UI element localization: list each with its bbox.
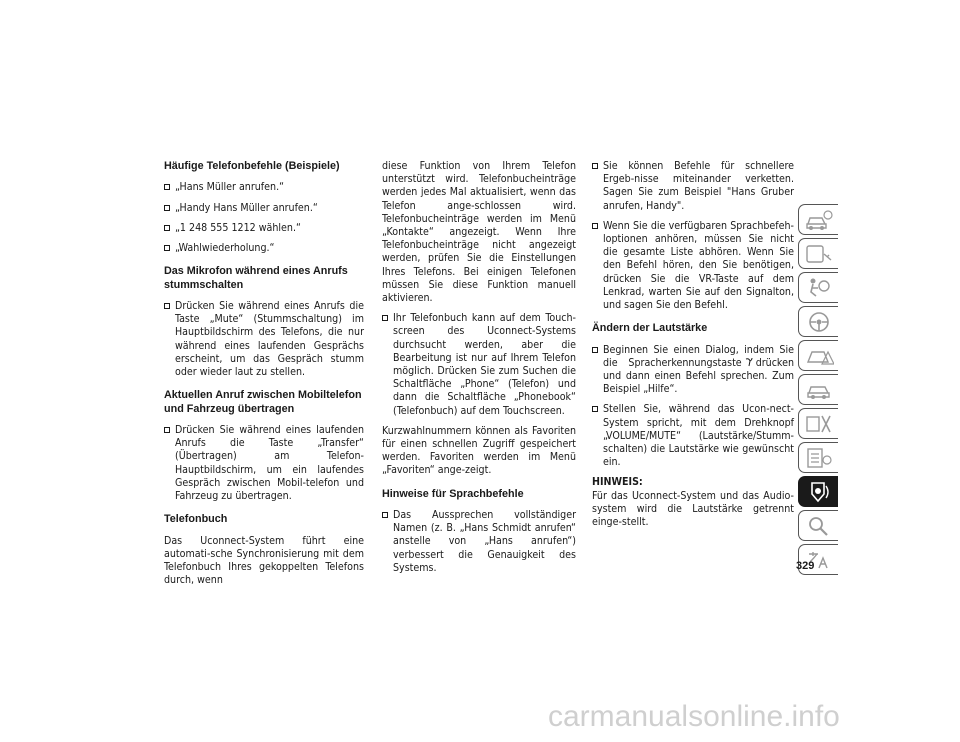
list-item-text: drücken und dann einen Befehl sprechen. Zum Beispiel „Hilfe“.: [603, 356, 794, 396]
list-item-text: „Hans Müller anrufen.“: [175, 181, 285, 194]
bullet-square-icon: [164, 427, 170, 433]
tab-car-service[interactable]: [798, 374, 838, 405]
list-item: [592, 160, 794, 213]
bullet-square-icon: [592, 406, 598, 412]
wrench-icon: [804, 412, 834, 436]
car-info-icon: [804, 208, 834, 232]
chapter-tabs: [798, 204, 840, 578]
heading-common-commands: Häufige Telefonbefehle (Beispiele): [164, 160, 340, 172]
mute-list: [164, 300, 364, 379]
list-item-text: „Wahlwiederholung.“: [175, 242, 275, 255]
bullet-square-icon: [164, 245, 170, 251]
car-key-icon: [804, 242, 834, 266]
page-number: 329: [796, 560, 815, 572]
bullet-square-icon: [164, 225, 170, 231]
list-item-text: „Handy Hans Müller anrufen.“: [175, 201, 318, 214]
list-item: [592, 220, 794, 312]
specs-list-icon: [804, 446, 834, 470]
phonebook-sync-paragraph: diese Funktion von Ihrem Telefon unterstützt wird. Telefonbucheinträge werden jedes Mal aktualisiert, wenn das Telefon ange-schlossen wird. Telefonbucheinträge werden im Menü „Kontakte“ angezeigt. Wenn Ihre Telefonbucheinträge nicht angezeigt werden, prüfen Sie die Einstellungen Ihres Telefons. Bei einigen Telefonen müssen Sie diese Funktion manuell aktivieren.: [382, 160, 576, 305]
bullet-square-icon: [164, 303, 170, 309]
warning-light-icon: [804, 344, 834, 368]
list-item: [164, 424, 364, 503]
tab-car-key[interactable]: [798, 238, 838, 269]
bullet-square-icon: [164, 184, 170, 190]
list-item: [592, 344, 794, 397]
voice-recognition-icon: [745, 357, 753, 367]
list-item-text: Stellen Sie, während das Ucon-nect-System spricht, mit dem Drehknopf „VOLUME/MUTE“ (Lautstärke/Stumm-schalten) die Lautstärke wie gewünscht ein.: [603, 403, 794, 469]
note-text: Für das Uconnect-System und das Audio-system wird die Lautstärke getrennt einge-stellt.: [592, 489, 794, 529]
list-item-text: „1 248 555 1212 wählen.“: [175, 221, 301, 234]
volume-list: [592, 344, 794, 470]
multimedia-icon: [804, 480, 834, 504]
tab-warning-light[interactable]: [798, 340, 838, 371]
list-item-text: Drücken Sie während eines Anrufs die Taste „Mute“ (Stummschaltung) im Hauptbildschirm des Telefons, die nur während eines laufenden Gesprächs erscheint, um das Gespräch stumm oder wieder laut zu stellen.: [175, 300, 364, 379]
heading-phonebook: Telefonbuch: [164, 513, 228, 526]
column-right: [592, 160, 794, 529]
bullet-square-icon: [382, 512, 388, 518]
favorites-paragraph: Kurzwahlnummern können als Favoriten für einen schnellen Zugriff gespeichert werden. Favoriten werden im Menü „Favoriten“ ange-zeigt.: [382, 424, 576, 477]
note-label: HINWEIS:: [592, 476, 643, 489]
heading-mute: Das Mikrofon während eines Anrufs stummschalten: [164, 265, 348, 291]
voice-tips-list: [382, 509, 576, 575]
tab-car-info[interactable]: [798, 204, 838, 235]
airbag-icon: [804, 276, 834, 300]
voice-tips-list-continued: [592, 160, 794, 312]
list-item: [164, 300, 364, 379]
list-item: [592, 403, 794, 469]
watermark: carmanualsonline.info: [548, 700, 840, 733]
list-item: [164, 222, 364, 235]
steering-wheel-icon: [804, 310, 834, 334]
bullet-square-icon: [592, 163, 598, 169]
list-item: [164, 242, 364, 255]
column-middle: [382, 160, 576, 582]
list-item-text: Das Aussprechen vollständiger Namen (z. B. „Hans Schmidt anrufen“ anstelle von „Hans anrufen“) verbessert die Genauigkeit des Systems.: [393, 509, 576, 574]
list-item-text: Drücken Sie während eines laufenden Anrufs die Taste „Transfer“ (Übertragen) am Telefon-Hauptbildschirm, um ein laufendes Gespräch zwischen Mobil-telefon und Fahrzeug zu übertragen.: [175, 424, 364, 503]
tab-multimedia[interactable]: [798, 476, 838, 507]
column-left: [164, 160, 364, 595]
tab-airbag[interactable]: [798, 272, 838, 303]
search-icon: [804, 514, 834, 538]
bullet-square-icon: [382, 315, 388, 321]
list-item: [382, 312, 576, 418]
tab-specs-list[interactable]: [798, 442, 838, 473]
heading-voice-tips: Hinweise für Sprachbefehle: [382, 487, 524, 500]
list-item-text: Beginnen Sie einen Dialog, indem Sie die Spracherkennungstaste: [603, 343, 794, 369]
bullet-square-icon: [592, 347, 598, 353]
list-item-text: Wenn Sie die verfügbaren Sprachbefeh-loptionen anhören, müssen Sie nicht die gesamte Liste abhören. Wenn Sie den Befehl hören, den Sie benötigen, drücken Sie die VR-Taste auf dem Lenkrad, warten Sie auf den Signalton, und sagen Sie den Befehl.: [603, 219, 794, 312]
list-item: [164, 202, 364, 215]
common-commands-list: [164, 181, 364, 255]
tab-steering-wheel[interactable]: [798, 306, 838, 337]
bullet-square-icon: [592, 223, 598, 229]
tab-search[interactable]: [798, 510, 838, 541]
heading-volume: Ändern der Lautstärke: [592, 322, 708, 335]
car-service-icon: [804, 378, 834, 402]
list-item: [382, 509, 576, 575]
list-item-text: Ihr Telefonbuch kann auf dem Touch-screen des Uconnect-Systems durchsucht werden, aber die Bearbeitung ist nur auf Ihrem Telefon möglich. Drücken Sie zum Suchen die Schaltfläche „Phone“ (Telefon) und dann die Schaltfläche „Phonebook“ (Telefonbuch) auf dem Touchscreen.: [393, 312, 576, 417]
heading-transfer: Aktuellen Anruf zwischen Mobiltelefon und Fahrzeug übertragen: [164, 389, 362, 415]
phonebook-paragraph: Das Uconnect-System führt eine automati-sche Synchronisierung mit dem Telefonbuch Ihres gekoppelten Telefons durch, wenn: [164, 534, 364, 587]
phonebook-search-list: [382, 312, 576, 418]
transfer-list: [164, 424, 364, 503]
list-item-text: Sie können Befehle für schnellere Ergeb-nisse miteinander verketten. Sagen Sie zum Beispiel "Hans Gruber anrufen, Handy".: [603, 160, 794, 212]
list-item: [164, 181, 364, 194]
bullet-square-icon: [164, 205, 170, 211]
tab-wrench[interactable]: [798, 408, 838, 439]
